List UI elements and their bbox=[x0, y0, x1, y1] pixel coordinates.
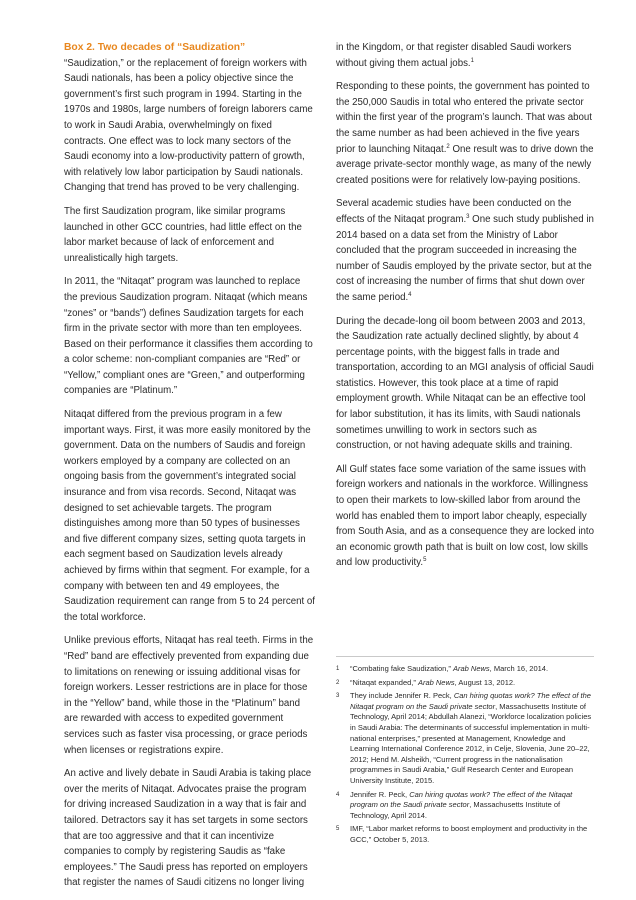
footnote-number: 4 bbox=[336, 791, 340, 798]
paragraph-text: in the Kingdom, or that register disabled Saudi workers without giving them actual jobs. bbox=[336, 42, 572, 69]
paragraph bbox=[336, 79, 594, 188]
footnote-ref: 3 bbox=[466, 213, 470, 220]
footnote-ref: 4 bbox=[408, 291, 412, 298]
footnote-ref: 2 bbox=[446, 143, 450, 150]
paragraph-text: One result was to drive down the average private-sector monthly wage, as many of the newly created positions were for relatively low-paying positions. bbox=[336, 143, 594, 186]
footnote-text-part: , Massachusetts Institute of Technology, April 2014. bbox=[350, 800, 561, 820]
footnote-number: 1 bbox=[336, 666, 340, 672]
footnote-italic: Arab News bbox=[417, 677, 455, 687]
footnote-text-part: “Nitaqat expanded,” bbox=[350, 677, 418, 687]
footnote-italic: Arab News bbox=[452, 664, 490, 673]
footnote-number: 3 bbox=[336, 693, 340, 700]
paragraph: In 2011, the “Nitaqat” program was launched to replace the previous Saudization program. Nitaqat (which means “zones” or “bands”) defines Saudization targets for each firm in the private sector with more than ten employees. Based on their performance it classifies them according to a color scheme: non-compliant companies are “Red” or “Yellow,” compliant ones are “Green,” and outperforming companies are “Platinum.” bbox=[64, 276, 313, 397]
footnote-number: 2 bbox=[336, 679, 340, 686]
footnote-text bbox=[350, 678, 594, 689]
footnote-text-part: , August 13, 2012. bbox=[454, 677, 516, 687]
footnote bbox=[336, 664, 594, 675]
footnote-ref: 1 bbox=[470, 57, 474, 64]
right-column bbox=[336, 40, 594, 579]
paragraph bbox=[336, 462, 594, 571]
footnote-ref: 5 bbox=[423, 557, 427, 564]
paragraph: Nitaqat differed from the previous program in a few important ways. First, it was more easily monitored by the government. Data on the numbers of Saudis and foreign workers employed by a company are collected on an ongoing basis from the government’s integrated social insurance and from visa records. Second, Nitaqat was designed to set achievable targets. The program distinguishes among more than 50 types of businesses and five different company sizes, setting quota targets in each segment based on Saudization levels already achieved by firms within that segment. For example, for a company with between ten and 49 employees, the Saudization requirement can range from 5 to 24 percent of the total workforce. bbox=[64, 409, 315, 623]
left-column bbox=[64, 40, 316, 899]
paragraph: An active and lively debate in Saudi Arabia is taking place over the merits of Nitaqat. Advocates praise the program for driving increased Saudization in a way that is fair and tailored. Detractors say it has set targets in some sectors that are too aggressive and that it can incentivize companies to comply by registering Saudis as “fake employees.” The Saudi press has reported on employers that register the names of Saudi citizens no longer living bbox=[64, 768, 312, 889]
footnote bbox=[336, 824, 594, 845]
paragraph-text: Several academic studies have been conducted on the effects of the Nitaqat program. bbox=[336, 198, 572, 225]
box-title: Box 2. Two decades of “Saudization” bbox=[64, 42, 246, 53]
footnote-text bbox=[350, 664, 594, 675]
paragraph bbox=[336, 40, 594, 71]
footnote-text bbox=[350, 790, 594, 822]
footnote-italic: Can hiring quotas work? The effect of the Nitaqat program on the Saudi private sector bbox=[350, 691, 591, 711]
footnote-text-part: IMF, “Labor market reforms to boost employment and productivity in the GCC,” October 5, 2013. bbox=[350, 824, 588, 844]
footnote-italic: Can hiring quotas work? The effect of the Nitaqat program on the Saudi private sector bbox=[350, 789, 573, 810]
footnote-text-part: , Massachusetts Institute of Technology, April 2014; Abdullah Alanezi, “Workforce localization policies in Saudi Arabia: The determinants of successful implementation in multi-national enterprises,” presented at Management, Knowledge and Learning International Conference 2012, in Celje, Slovenia, June 20–22, 2012; Hend M. Alsheikh, “Current progress in the nationalisation programmes in Saudi Arabia,” Gulf Research Center and European University Institute, 2015. bbox=[350, 701, 592, 785]
paragraph-text: One such study published in 2014 based on a data set from the Ministry of Labor concluded that the program succeeded in increasing the number of Saudis employed by the private sector, but at the cost of increasing the number of firms that shut down over the same period. bbox=[336, 213, 594, 303]
paragraph: “Saudization,” or the replacement of foreign workers with Saudi nationals, has been a policy objective since the government’s first such program in 1994. Starting in the 1970s and 1980s, large numbers of foreign laborers came to work in Saudi Arabia, overwhelmingly on fixed contracts. One effect was to lock many sectors of the Saudi economy into a low-productivity pattern of growth, with relatively low labor participation by Saudi nationals. Changing that trend has proved to be very challenging. bbox=[64, 57, 313, 194]
footnote bbox=[336, 691, 594, 786]
footnote-text bbox=[350, 824, 594, 845]
footnote-text-part: , March 16, 2014. bbox=[489, 664, 549, 673]
paragraph: During the decade-long oil boom between 2003 and 2013, the Saudization rate actually declined slightly, by about 4 percentage points, with the biggest falls in trade and transportation, according to an MGI analysis of official Saudi statistics. However, this took place at a time of rapid employment growth. While Nitaqat can be an effective tool for labor substitution, it has its limits, with Saudi nationals sometimes unwilling to work in sectors such as construction, or not having adequate skills and training. bbox=[336, 315, 594, 452]
footnote-text-part: They include Jennifer R. Peck, bbox=[350, 691, 454, 701]
paragraph: The first Saudization program, like similar programs launched in other GCC countries, had little effect on the labor market because of lack of enforcement and unrealistically high targets. bbox=[64, 205, 302, 264]
footnotes bbox=[336, 656, 594, 849]
paragraph bbox=[336, 196, 594, 305]
paragraph-text: Responding to these points, the government has pointed to the 250,000 Saudis in total who entered the private sector within the first year of the program’s launch. That was about the same number as had been achieved in the five years prior to launching Nitaqat. bbox=[336, 81, 592, 155]
footnote bbox=[336, 678, 594, 689]
footnote-text-part: “Combating fake Saudization,” bbox=[350, 664, 453, 673]
paragraph-text: All Gulf states face some variation of the same issues with foreign workers and nationals in the workforce. Willingness to open their markets to low-skilled labor from around the world has enabled them to import labor cheaply, especially from South Asia, and as a consequence they are locked into an economic growth path that is built on low cost, low skills and low productivity. bbox=[336, 463, 594, 569]
footnote bbox=[336, 790, 594, 822]
footnote-text bbox=[350, 691, 594, 786]
paragraph: Unlike previous efforts, Nitaqat has real teeth. Firms in the “Red” band are effectively prevented from expanding due to limitations on renewing or issuing additional visas for foreign workers. Lesser restrictions are in place for those in the “Yellow” band, while those in the “Platinum” band are rewarded with access to expedited government services such as faster visa processing, or grace periods when licenses or registrations expire. bbox=[64, 635, 314, 756]
footnote-number: 5 bbox=[336, 826, 340, 833]
footnote-text-part: Jennifer R. Peck, bbox=[350, 789, 410, 799]
